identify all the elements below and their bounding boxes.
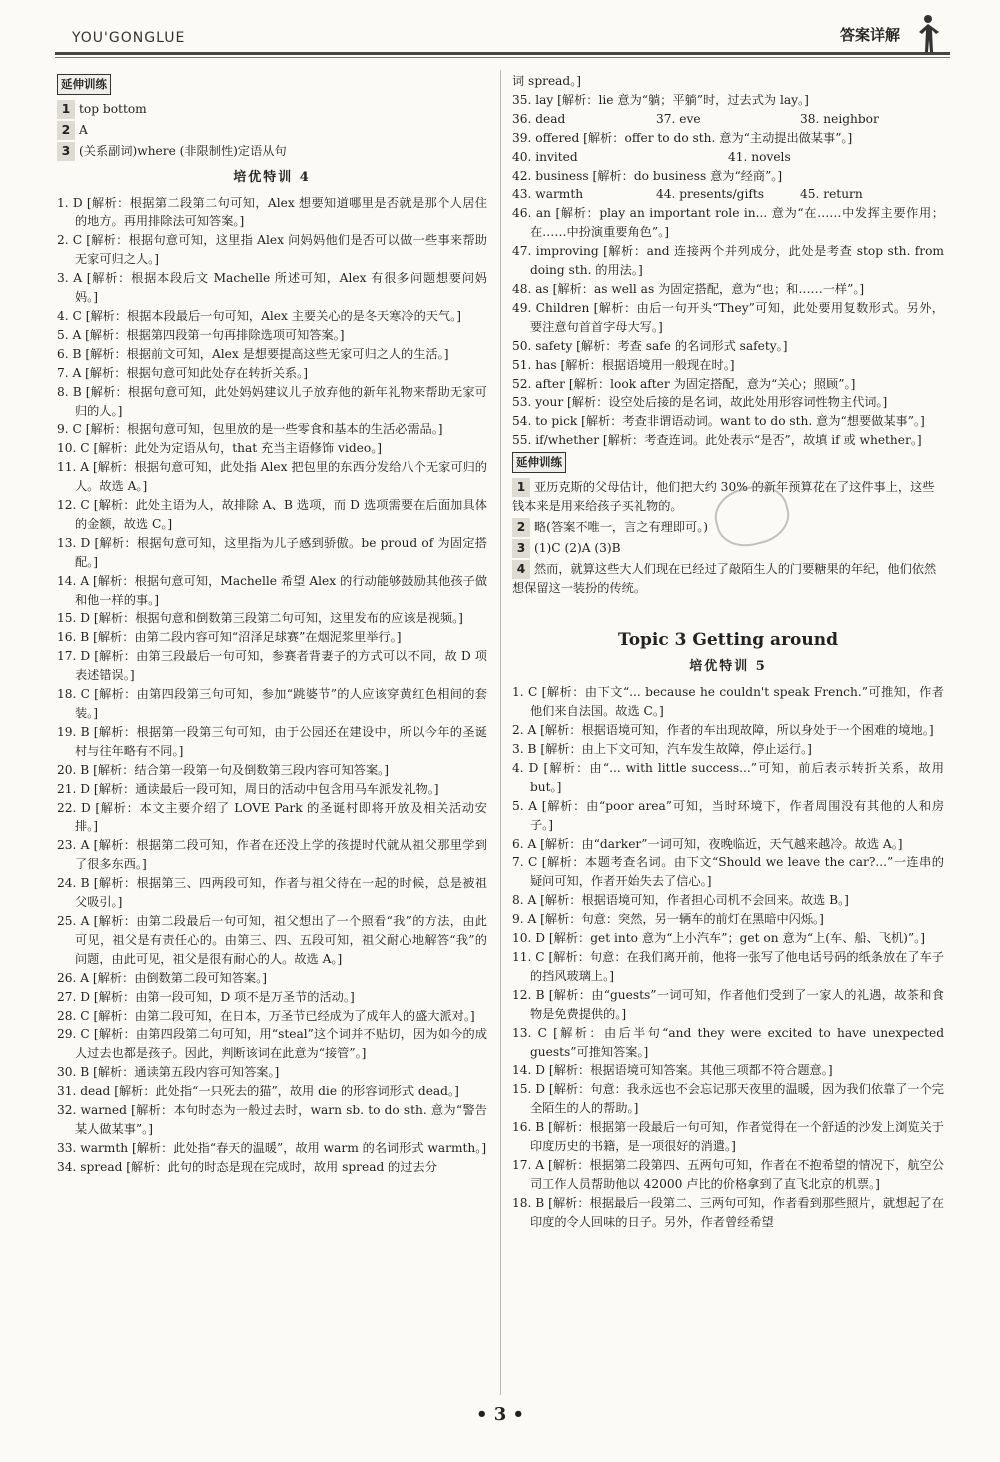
answer-cell: 36. dead (512, 111, 566, 126)
answer-item: 27. D [解析：由第一段可知，D 项不是万圣节的活动。] (57, 989, 355, 1004)
extension-number: 3 (512, 539, 530, 558)
answer-item: 32. warned [解析：本句时态为一般过去时，warn sb. to do sth. 意为“警告某人做某事”。] (57, 1103, 487, 1136)
header-rule-thin (55, 57, 950, 58)
answer-item: 53. your [解析：设空处后接的是名词，故此处用形容词性物主代词。] (512, 395, 888, 410)
answer-item: 28. C [解析：由第二段可知，在日本，万圣节已经成为了成年人的盛大派对。] (57, 1008, 475, 1023)
extension-number: 1 (512, 478, 530, 497)
answer-item: 30. B [解析：通读第五段内容可知答案。] (57, 1065, 280, 1080)
answer-item: 15. D [解析：句意：我永远也不会忘记那天夜里的温暖，因为我们依靠了一个完全陌生的人的帮助。] (512, 1082, 944, 1116)
answer-list (512, 129, 944, 148)
extension-text: 亚历克斯的父母估计，他们把大约 30% 的新年预算花在了这件事上，这些钱本来是用来给孩子买礼物的。 (512, 480, 935, 513)
answer-item: 6. B [解析：根据前文可知，Alex 是想要提高这些无家可归之人的生活。] (57, 346, 449, 361)
extension-list (57, 100, 487, 161)
subsection-title: 培优特训 4 (233, 169, 311, 185)
extension-tag: 延伸训练 (57, 74, 111, 95)
answer-cell: 44. presents/gifts (656, 187, 765, 202)
left-column (57, 72, 487, 1177)
extension-text: 略(答案不唯一，言之有理即可。) (534, 519, 709, 534)
extension-number: 4 (512, 560, 530, 579)
answer-item: 15. D [解析：根据句意和倒数第三段第二句可知，这里发布的应该是视频。] (57, 611, 463, 626)
answer-item: 54. to pick [解析：考查非谓语动词。want to do sth. 意为“想要做某事”。] (512, 414, 925, 429)
answer-item: 34. spread [解析：此句的时态是现在完成时，故用 spread 的过去分 (57, 1159, 437, 1174)
answer-item: 26. A [解析：由倒数第二段可知答案。] (57, 970, 267, 985)
answer-item: 22. D [解析：本文主要介绍了 LOVE Park 的圣诞村即将开放及相关活动安排。] (57, 800, 487, 834)
answer-item: 35. lay [解析：lie 意为“躺；平躺”时，过去式为 lay。] (512, 92, 809, 107)
answer-item: 24. B [解析：根据第三、四两段可知，作者与祖父待在一起的时候，总是被祖父吸引。] (57, 876, 487, 910)
answer-cell: 38. neighbor (800, 111, 879, 126)
answer-item: 7. A [解析：根据句意可知此处存在转折关系。] (57, 365, 308, 380)
answer-item: 21. D [解析：通读最后一段可知，周日的活动中包含用马车派发礼物。] (57, 781, 439, 796)
answer-item: 11. C [解析：句意：在我们离开前，他将一张写了他电话号码的纸条放在了车子的挡风玻璃上。] (512, 949, 944, 983)
answer-cell: 41. novels (728, 149, 791, 164)
answer-item: 17. D [解析：由第三段最后一句可知，参赛者背妻子的方式可以不同，故 D 项表述错误。] (57, 649, 487, 683)
answer-item: 2. A [解析：根据语境可知，作者的车出现故障，所以身处于一个困难的境地。] (512, 723, 934, 738)
answer-item: 39. offered [解析：offer to do sth. 意为“主动提出做某事”。] (512, 130, 853, 145)
answer-item: 23. A [解析：根据第二段可知，作者在还没上学的孩提时代就从祖父那里学到了很多东西。] (57, 838, 487, 872)
answer-row (512, 185, 944, 204)
answer-item: 8. A [解析：根据语境可知，作者担心司机不会回来。故选 B。] (512, 893, 849, 908)
answer-cell: 37. eve (656, 111, 701, 126)
answer-item: 17. A [解析：根据第二段第四、五两句可知，作者在不抱希望的情况下，航空公司工作人员帮助他以 42000 卢比的价格拿到了直飞北京的机票。] (512, 1157, 944, 1191)
answer-item: 49. Children [解析：由后一句开头“They”可知，此处要用复数形式。另外，要注意句首首字母大写。] (512, 300, 944, 334)
brand-label: YOU'GONGLUE (72, 30, 186, 46)
answer-item: 42. business [解析：do business 意为“经商”。] (512, 168, 783, 183)
answer-item: 10. D [解析：get into 意为“上小汽车”；get on 意为“上(车、船、飞机)”。] (512, 931, 925, 946)
page-header (0, 0, 1000, 58)
extension-text: A (79, 122, 88, 137)
section-title: 答案详解 (839, 26, 900, 44)
extension-tag: 延伸训练 (512, 452, 566, 473)
answer-item: 19. B [解析：根据第一段第三句可知，由于公园还在建设中，所以今年的圣诞村与往年略有不同。] (57, 724, 487, 758)
answer-item: 31. dead [解析：此处指“一只死去的猫”，故用 die 的形容词形式 dead。] (57, 1084, 459, 1099)
answer-item: 7. C [解析：本题考查名词。由下文“Should we leave the car?...”一连串的疑问可知，作者开始失去了信心。] (512, 855, 944, 889)
answer-item: 16. B [解析：由第二段内容可知“沼泽足球赛”在烟泥浆里举行。] (57, 630, 402, 645)
answer-item: 13. C [解析：由后半句“and they were excited to have unexpected guests”可推知答案。] (512, 1025, 944, 1059)
extension-item (57, 142, 487, 161)
answer-item: 33. warmth [解析：此处指“春天的温暖”，故用 warm 的名词形式 warmth。] (57, 1140, 487, 1155)
answer-item: 9. C [解析：根据句意可知，包里放的是一些零食和基本的生活必需品。] (57, 422, 443, 437)
answer-item: 46. an [解析：play an important role in... 意为“在……中发挥主要作用；在……中扮演重要角色”。] (512, 206, 944, 240)
header-rule (55, 52, 950, 55)
extension-item (512, 560, 944, 598)
subsection-title: 培优特训 5 (689, 659, 767, 675)
extension-number: 2 (512, 518, 530, 537)
answer-item: 10. C [解析：此处为定语从句，that 充当主语修饰 video。] (57, 441, 383, 456)
answer-item: 51. has [解析：根据语境用一般现在时。] (512, 357, 735, 372)
answer-item: 3. B [解析：由上下文可知，汽车发生故障，停止运行。] (512, 742, 812, 756)
answer-item: 4. C [解析：根据本段最后一句可知，Alex 主要关心的是冬天寒冷的天气。] (57, 308, 462, 323)
answer-item: 3. A [解析：根据本段后文 Machelle 所述可知，Alex 有很多问题想要问妈妈。] (57, 271, 487, 305)
extension-item (57, 100, 487, 119)
extension-number: 2 (57, 121, 75, 140)
figure-logo-icon (906, 12, 950, 56)
column-divider (500, 70, 501, 1395)
answer-list (512, 91, 944, 110)
answer-item: 25. A [解析：由第二段最后一句可知，祖父想出了一个照看“我”的方法，由此可见，祖父是有责任心的。由第三、四、五段可知，祖父耐心地解答“我”的问题，由此可见，祖父是很有耐心的人。故选 A。] (57, 913, 487, 966)
extension-item (57, 121, 487, 140)
answer-item: 11. A [解析：根据句意可知，此处指 Alex 把包里的东西分发给八个无家可归的人。故选 A。] (57, 460, 487, 494)
answer-cell: 45. return (800, 187, 863, 202)
right-column (512, 72, 944, 1232)
answer-item: 6. A [解析：由“darker”一词可知，夜晚临近，天气越来越冷。故选 A。] (512, 836, 903, 851)
answer-cell: 43. warmth (512, 187, 584, 202)
answer-item: 12. C [解析：此处主语为人，故排除 A、B 选项，而 D 选项需要在后面加具体的金额，故选 C。] (57, 498, 487, 531)
answer-item: 20. B [解析：结合第一段第一句及倒数第三段内容可知答案。] (57, 762, 389, 777)
answer-item: 13. D [解析：根据句意可知，这里指为儿子感到骄傲。be proud of 为固定搭配。] (57, 535, 487, 569)
answer-item: 2. C [解析：根据句意可知，这里指 Alex 问妈妈他们是否可以做一些事来帮助无家可归之人。] (57, 233, 487, 267)
answer-item: 18. C [解析：由第四段第三句可知，参加“跳婆节”的人应该穿黄红色相间的套装。] (57, 687, 487, 720)
answer-row (512, 110, 944, 129)
answer-item: 12. B [解析：由“guests”一词可知，作者他们受到了一家人的礼遇，故茶和食物是免费提供的。] (512, 987, 944, 1021)
answer-item: 5. A [解析：根据第四段第一句再排除选项可知答案。] (57, 327, 345, 342)
extension-number: 3 (57, 142, 75, 161)
answer-continuation: 词 spread。] (512, 74, 582, 88)
answer-item: 1. D [解析：根据第二段第二句可知，Alex 想要知道哪里是否就是那个人居住的地方。再用排除法可知答案。] (57, 195, 487, 229)
answer-item: 50. safety [解析：考查 safe 的名词形式 safety。] (512, 338, 788, 353)
answer-item: 18. B [解析：根据最后一段第二、三两句可知，作者看到那些照片，就想起了在印度的令人回味的日子。另外，作者曾经希望 (512, 1195, 944, 1229)
answer-list (57, 194, 487, 1177)
extension-text: (关系副词)where (非限制性)定语从句 (79, 143, 287, 158)
topic-heading: Topic 3 Getting around (618, 630, 838, 651)
answer-item: 14. A [解析：根据句意可知，Machelle 希望 Alex 的行动能够鼓励其他孩子做和他一样的事。] (57, 573, 487, 607)
extension-number: 1 (57, 100, 75, 119)
answer-row (512, 148, 944, 167)
answer-item: 5. A [解析：由“poor area”可知，当时环境下，作者周围没有其他的人和房子。] (512, 798, 944, 832)
answer-item: 9. A [解析：句意：突然，另一辆车的前灯在黑暗中闪烁。] (512, 912, 824, 927)
answer-list (512, 204, 944, 450)
answer-item: 4. D [解析：由“... with little success...”可知，前后表示转折关系，故用 but。] (512, 760, 944, 794)
answer-item: 52. after [解析：look after 为固定搭配，意为“关心；照顾”。] (512, 376, 856, 391)
answer-item: 47. improving [解析：and 连接两个并列成分，此处是考查 stop sth. from doing sth. 的用法。] (512, 244, 944, 278)
answer-item: 14. D [解析：根据语境可知答案。其他三项都不符合题意。] (512, 1063, 833, 1078)
extension-text: top bottom (79, 101, 147, 116)
answer-item: 16. B [解析：根据第一段最后一句可知，作者觉得在一个舒适的沙发上浏览关于印度历史的书籍，是一项很好的消遣。] (512, 1120, 944, 1154)
answer-list (512, 167, 944, 186)
answer-item: 29. C [解析：由第四段第二句可知，用“steal”这个词并不贴切，因为如今的成人过去也都是孩子。因此，判断该词在此意为“接管”。] (57, 1027, 487, 1061)
answer-cell: 40. invited (512, 149, 578, 164)
answer-item: 48. as [解析：as well as 为固定搭配，意为“也；和……一样”。] (512, 281, 865, 296)
answer-item: 8. B [解析：根据句意可知，此处妈妈建议儿子放弃他的新年礼物来帮助无家可归的人。] (57, 384, 487, 418)
extension-text: (1)C (2)A (3)B (534, 540, 621, 555)
extension-text: 然而，就算这些大人们现在已经过了敲陌生人的门要糖果的年纪，他们依然想保留这一装扮的传统。 (512, 561, 937, 595)
answer-item: 1. C [解析：由下文“... because he couldn't speak French.”可推知，作者他们来自法国。故选 C。] (512, 685, 944, 719)
answer-item: 55. if/whether [解析：考查连词。此处表示“是否”，故填 if 或 whether。] (512, 433, 922, 448)
answer-list (512, 683, 944, 1231)
page-number: • 3 • (475, 1404, 525, 1425)
